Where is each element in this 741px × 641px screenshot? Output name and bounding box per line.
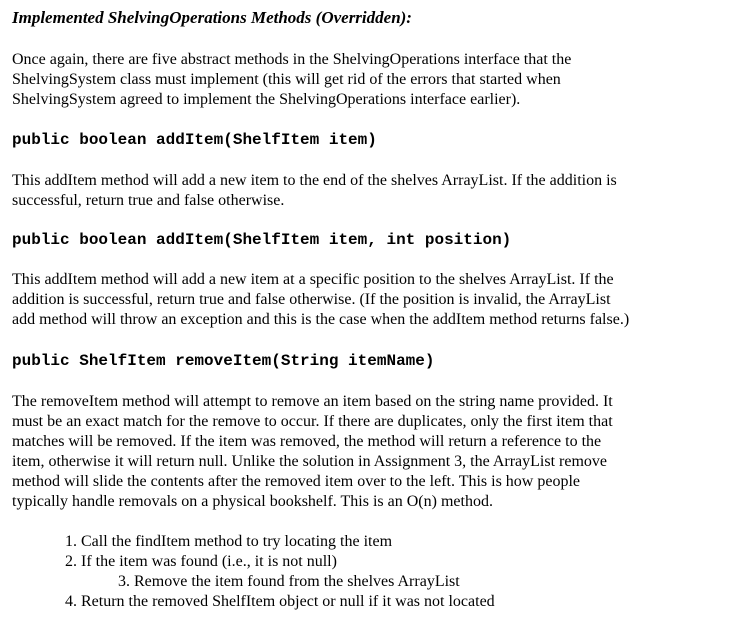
intro-paragraph — [12, 50, 737, 110]
description-line: This addItem method will add a new item at a specific position to the shelves ArrayList. If the — [12, 271, 614, 288]
description-line: method will slide the contents after the removed item over to the left. This is how people — [12, 473, 581, 490]
method-signature-add-item-position: public boolean addItem(ShelfItem item, int position) — [12, 231, 512, 249]
list-item: 2. If the item was found (i.e., it is not null) — [65, 553, 337, 570]
description-line: successful, return true and false otherwise. — [12, 192, 285, 209]
description-line: addition is successful, return true and false otherwise. (If the position is invalid, the ArrayList — [12, 291, 611, 308]
description-line: item, otherwise it will return null. Unlike the solution in Assignment 3, the ArrayList remove — [12, 453, 608, 470]
method-signature-remove-item: public ShelfItem removeItem(String itemName) — [12, 352, 435, 370]
method-description-add-item — [12, 171, 737, 211]
description-line: The removeItem method will attempt to remove an item based on the string name provided. It — [12, 393, 613, 410]
method-signature-add-item: public boolean addItem(ShelfItem item) — [12, 131, 377, 149]
list-item: 1. Call the findItem method to try locating the item — [65, 533, 393, 550]
intro-line: ShelvingSystem class must implement (this will get rid of the errors that started when — [12, 71, 561, 88]
method-description-add-item-position — [12, 270, 737, 330]
description-line: typically handle removals on a physical bookshelf. This is an O(n) method. — [12, 493, 493, 510]
description-line: must be an exact match for the remove to occur. If there are duplicates, only the first item that — [12, 413, 613, 430]
description-line: This addItem method will add a new item to the end of the shelves ArrayList. If the addition is — [12, 172, 617, 189]
description-line: matches will be removed. If the item was removed, the method will return a reference to the — [12, 433, 602, 450]
list-item: 3. Remove the item found from the shelves ArrayList — [118, 573, 460, 590]
section-heading: Implemented ShelvingOperations Methods (Overridden): — [12, 8, 412, 27]
method-description-remove-item — [12, 392, 737, 512]
intro-line: Once again, there are five abstract methods in the ShelvingOperations interface that the — [12, 51, 572, 68]
intro-line: ShelvingSystem agreed to implement the ShelvingOperations interface earlier). — [12, 91, 521, 108]
description-line: add method will throw an exception and this is the case when the addItem method returns false.) — [12, 311, 630, 328]
list-item: 4. Return the removed ShelfItem object or null if it was not located — [65, 593, 495, 610]
